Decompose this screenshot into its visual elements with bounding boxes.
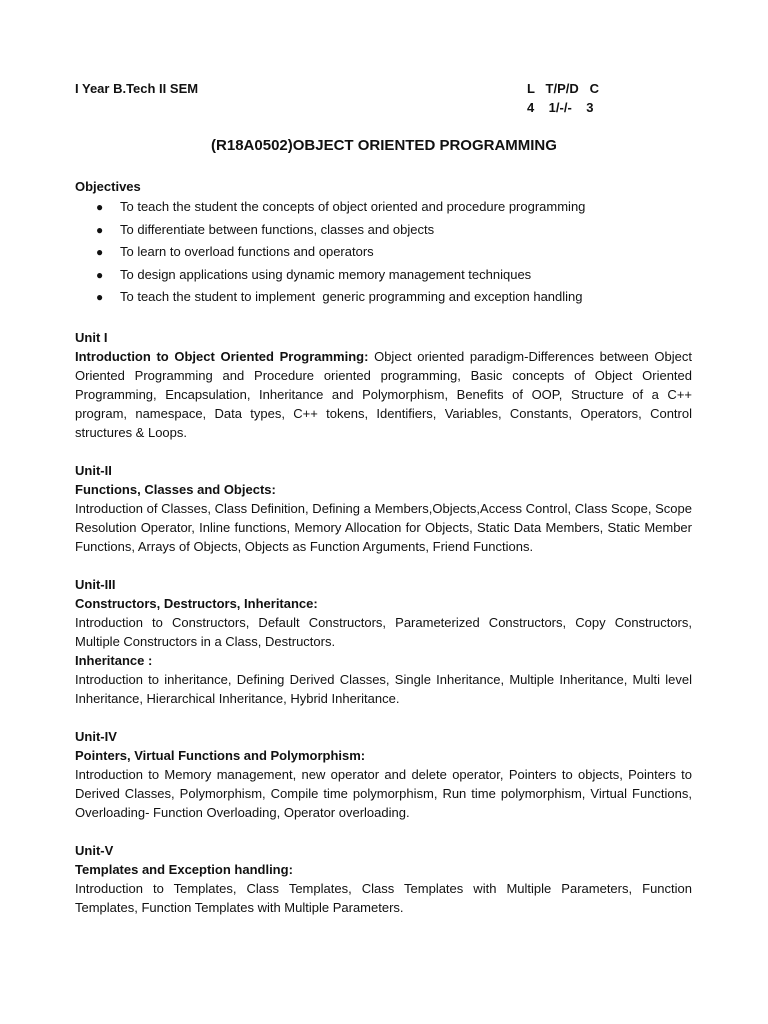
unit-sub-heading: Inheritance : [75,653,153,668]
unit-text: Introduction to Templates, Class Templates, Class Templates with Multiple Parameters, Function Templates, Function Templates with Multiple Parameters. [75,881,692,915]
unit-4 [75,727,692,822]
unit-label: Unit-V [75,843,114,858]
objective-text: To differentiate between functions, classes and objects [120,221,435,237]
unit-text: Introduction to Memory management, new operator and delete operator, Pointers to objects, Pointers to Derived Classes, Polymorphism, Compile time polymorphism, Run time polymorphism, Virtual Functions, Overloading- Function Overloading, Operator overloading. [75,767,692,820]
objective-text: To teach the student to implement generic programming and exception handling [120,289,583,304]
objective-text: To learn to overload functions and operators [120,244,374,259]
bullet-icon: ● [96,222,104,237]
objective-item [75,241,693,264]
objective-item [75,286,693,309]
unit-description [75,347,692,442]
credit-structure [527,79,599,117]
objective-item [75,196,693,219]
bullet-icon: ● [96,290,104,304]
unit-label: Unit-II [75,463,112,478]
unit-label: Unit-IV [75,729,117,744]
ltpc-labels: L T/P/D C [527,81,599,96]
unit-topic: Templates and Exception handling: [75,862,293,877]
unit-topic: Functions, Classes and Objects: [75,482,276,497]
year-semester: I Year B.Tech II SEM [75,81,199,96]
unit-sub-text: Introduction to inheritance, Defining Derived Classes, Single Inheritance, Multiple Inheritance, Multi level Inheritance, Hierarchical Inheritance, Hybrid Inheritance. [75,672,692,706]
ltpc-values: 4 1/-/- 3 [527,100,594,115]
objectives-list [75,196,693,309]
unit-text: Introduction of Classes, Class Definition, Defining a Members,Objects,Access Control, Class Scope, Scope Resolution Operator, Inline functions, Memory Allocation for Objects, Static Data Members, Static Member Functions, Arrays of Objects, Objects as Function Arguments, Friend Functions. [75,501,692,554]
unit-text: Object oriented paradigm-Differences between Object Oriented Programming and Procedure oriented programming, Basic concepts of Object Oriented Programming, Encapsulation, Inheritance and Polymorphism, Benefits of OOP, Structure of a C++ program, namespace, Data types, C++ tokens, Identifiers, Variables, Constants, Operators, Control structures & Loops. [75,349,692,440]
unit-label: Unit-III [75,577,116,592]
unit-3 [75,575,692,708]
units-section [75,328,692,936]
unit-5 [75,841,692,917]
objective-item [75,264,693,287]
unit-topic: Introduction to Object Oriented Programming: [75,349,369,364]
unit-2 [75,461,692,556]
bullet-icon: ● [96,200,104,214]
unit-text: Introduction to Constructors, Default Constructors, Parameterized Constructors, Copy Constructors, Multiple Constructors in a Class, Destructors. [75,615,692,649]
course-title: (R18A0502)OBJECT ORIENTED PROGRAMMING [211,137,557,154]
objectives-section [75,177,693,309]
unit-topic: Constructors, Destructors, Inheritance: [75,596,318,611]
bullet-icon: ● [96,245,104,259]
objective-text: To design applications using dynamic memory management techniques [120,266,532,282]
bullet-icon: ● [96,267,104,282]
unit-1 [75,328,692,442]
unit-label: Unit I [75,330,108,345]
objective-item [75,219,693,242]
objectives-heading: Objectives [75,179,141,194]
objective-text: To teach the student the concepts of object oriented and procedure programming [120,199,586,214]
unit-topic: Pointers, Virtual Functions and Polymorphism: [75,748,366,763]
